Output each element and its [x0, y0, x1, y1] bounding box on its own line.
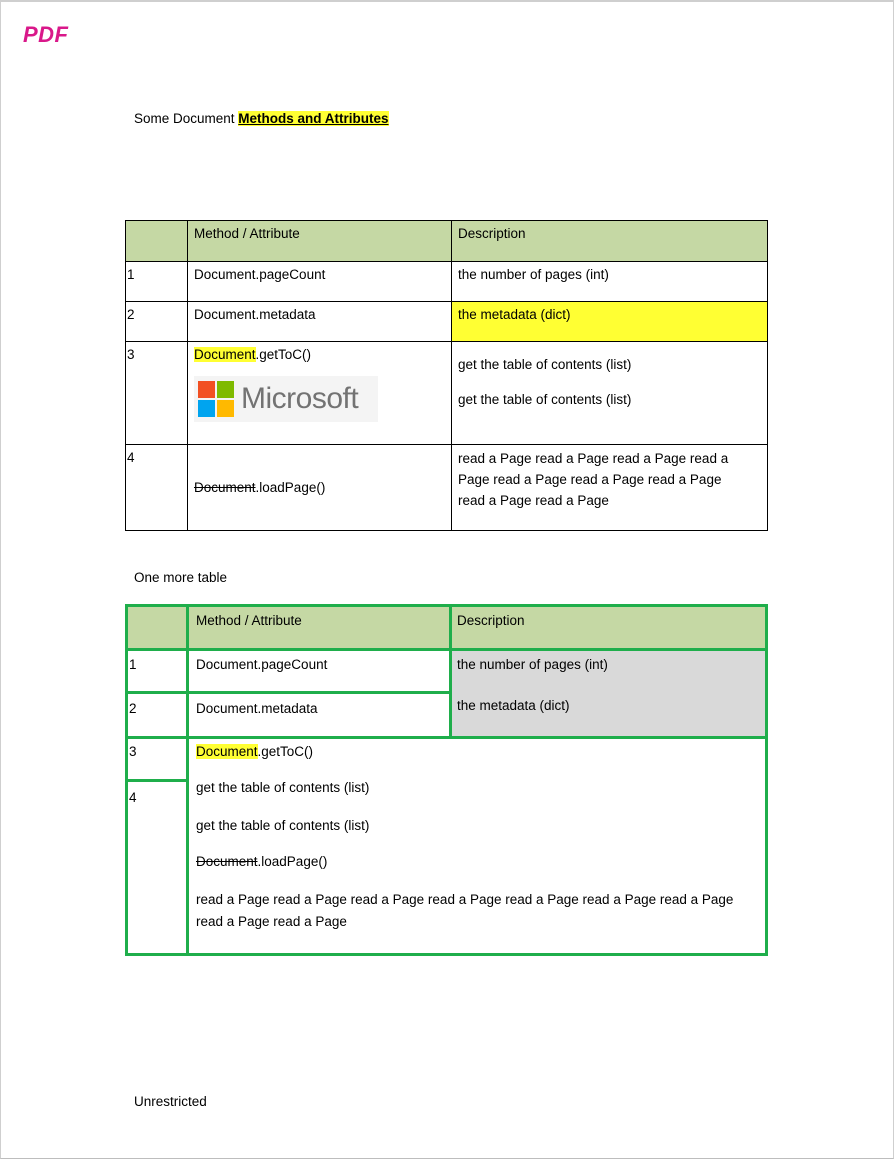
method-rest: .getToC()	[255, 347, 312, 362]
merged-line: read a Page read a Page read a Page read a Page read a Page read a Page read a Page	[196, 892, 734, 907]
row-number: 4	[125, 779, 189, 956]
section-label: One more table	[134, 570, 228, 585]
merged-line: Document.loadPage()	[196, 854, 328, 869]
table-row	[126, 262, 768, 302]
table-row	[126, 342, 768, 445]
row-method: Document.pageCount	[188, 262, 452, 302]
footer-label: Unrestricted	[134, 1094, 207, 1109]
description-line: get the table of contents (list)	[458, 357, 632, 372]
table-header-row	[126, 221, 768, 262]
row-number: 2	[125, 691, 189, 739]
row-method: Document.metadata	[186, 691, 452, 739]
row-method	[188, 342, 452, 445]
row-number: 3	[125, 736, 189, 782]
row-method: Document.pageCount	[186, 648, 452, 694]
row-description: the metadata (dict)	[457, 698, 570, 713]
merged-line: read a Page read a Page	[196, 914, 347, 929]
row-number: 1	[125, 648, 189, 694]
row-description	[452, 342, 768, 445]
row-number: 1	[126, 262, 188, 302]
heading-prefix: Some Document	[134, 111, 239, 126]
header-cell-method: Method / Attribute	[186, 604, 452, 651]
description-line: read a Page read a Page	[458, 493, 609, 508]
row-number: 3	[126, 342, 188, 445]
row-number: 2	[126, 302, 188, 342]
header-cell-num	[125, 604, 189, 651]
second-table	[125, 604, 768, 956]
description-line: get the table of contents (list)	[458, 392, 632, 407]
heading-highlight: Methods and Attributes	[238, 111, 389, 126]
microsoft-squares-icon	[198, 381, 234, 417]
microsoft-logo	[194, 376, 378, 422]
table-row	[126, 302, 768, 342]
merged-content-cell	[186, 736, 768, 956]
description-line: read a Page read a Page read a Page read a	[458, 451, 729, 466]
merged-line: get the table of contents (list)	[196, 780, 370, 795]
merged-line: get the table of contents (list)	[196, 818, 370, 833]
merged-method-line: Document.getToC()	[196, 744, 314, 759]
table-row	[126, 445, 768, 531]
header-cell-description: Description	[452, 221, 768, 262]
method-highlight: Document	[194, 347, 256, 362]
header-cell-num	[126, 221, 188, 262]
method-strikethrough: Document	[194, 480, 256, 495]
description-line: Page read a Page read a Page read a Page	[458, 472, 722, 487]
row-method: Document.metadata	[188, 302, 452, 342]
row-description	[452, 445, 768, 531]
row-description: the metadata (dict)	[452, 302, 768, 342]
methods-table	[125, 220, 768, 531]
row-description: the number of pages (int)	[457, 657, 608, 672]
header-cell-method: Method / Attribute	[188, 221, 452, 262]
row-method	[188, 445, 452, 531]
description-merged-cell	[449, 648, 768, 739]
document-heading	[134, 111, 389, 126]
row-number: 4	[126, 445, 188, 531]
pdf-label: PDF	[23, 22, 69, 47]
header-cell-description: Description	[449, 604, 768, 651]
row-description: the number of pages (int)	[452, 262, 768, 302]
microsoft-logo-text: Microsoft	[241, 382, 359, 415]
method-rest: .loadPage()	[255, 480, 326, 495]
